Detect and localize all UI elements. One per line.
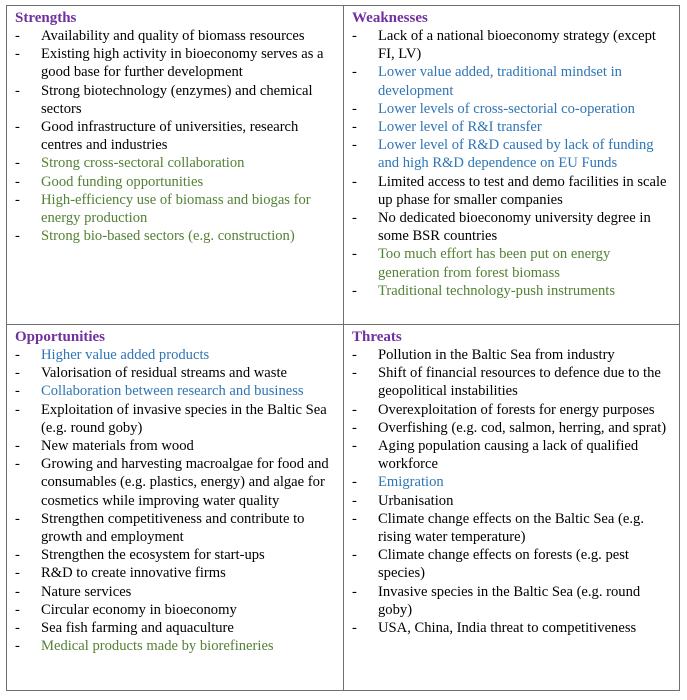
opportunities-item: - New materials from wood: [15, 437, 337, 455]
weaknesses-item: - Limited access to test and demo facilities in scale up phase for smaller companies: [352, 173, 673, 209]
strengths-item: - Existing high activity in bioeconomy serves as a good base for further development: [15, 45, 337, 81]
swot-table: [6, 5, 680, 691]
opportunities-list: [15, 346, 337, 655]
weaknesses-item: - Traditional technology-push instruments: [352, 282, 673, 300]
strengths-item: - Strong cross-sectoral collaboration: [15, 154, 337, 172]
weaknesses-item: - Lower value added, traditional mindset in development: [352, 63, 673, 99]
weaknesses-item: - Lower level of R&D caused by lack of funding and high R&D dependence on EU Funds: [352, 136, 673, 172]
weaknesses-item: - No dedicated bioeconomy university degree in some BSR countries: [352, 209, 673, 245]
opportunities-item: - Exploitation of invasive species in the Baltic Sea (e.g. round goby): [15, 401, 337, 437]
strengths-item: - Good funding opportunities: [15, 173, 337, 191]
threats-heading: Threats: [352, 329, 402, 345]
weaknesses-item: - Lower level of R&I transfer: [352, 118, 673, 136]
opportunities-item: - Nature services: [15, 583, 337, 601]
threats-item: - Overexploitation of forests for energy purposes: [352, 401, 673, 419]
opportunities-item: - Strengthen the ecosystem for start-ups: [15, 546, 337, 564]
strengths-item: - High-efficiency use of biomass and biogas for energy production: [15, 191, 337, 227]
threats-item: - Overfishing (e.g. cod, salmon, herring, and sprat): [352, 419, 673, 437]
threats-list: [352, 346, 673, 637]
opportunities-heading: Opportunities: [15, 329, 106, 345]
weaknesses-item: - Lower levels of cross-sectorial co-operation: [352, 100, 673, 118]
opportunities-item: - Valorisation of residual streams and waste: [15, 364, 337, 382]
threats-item: - Invasive species in the Baltic Sea (e.g. round goby): [352, 583, 673, 619]
strengths-item: - Strong bio-based sectors (e.g. construction): [15, 227, 337, 245]
weaknesses-item: - Too much effort has been put on energy generation from forest biomass: [352, 245, 673, 281]
threats-item: - Urbanisation: [352, 492, 673, 510]
threats-item: - Pollution in the Baltic Sea from industry: [352, 346, 673, 364]
weaknesses-heading: Weaknesses: [352, 10, 428, 26]
opportunities-item: - Sea fish farming and aquaculture: [15, 619, 337, 637]
threats-item: - Climate change effects on forests (e.g. pest species): [352, 546, 673, 582]
threats-cell: [344, 325, 679, 690]
threats-item: - Climate change effects on the Baltic Sea (e.g. rising water temperature): [352, 510, 673, 546]
opportunities-cell: [7, 325, 344, 690]
threats-item: - Aging population causing a lack of qualified workforce: [352, 437, 673, 473]
opportunities-item: - Growing and harvesting macroalgae for food and consumables (e.g. plastics, energy) and algae for cosmetics while improving water quality: [15, 455, 337, 510]
opportunities-item: - Medical products made by biorefineries: [15, 637, 337, 655]
strengths-item: - Availability and quality of biomass resources: [15, 27, 337, 45]
strengths-heading: Strengths: [15, 10, 77, 26]
weaknesses-cell: [344, 6, 679, 325]
opportunities-item: - Higher value added products: [15, 346, 337, 364]
strengths-item: - Good infrastructure of universities, research centres and industries: [15, 118, 337, 154]
opportunities-item: - Strengthen competitiveness and contribute to growth and employment: [15, 510, 337, 546]
weaknesses-list: [352, 27, 673, 300]
threats-item: - USA, China, India threat to competitiveness: [352, 619, 673, 637]
strengths-item: - Strong biotechnology (enzymes) and chemical sectors: [15, 82, 337, 118]
opportunities-item: - Collaboration between research and business: [15, 382, 337, 400]
strengths-cell: [7, 6, 344, 325]
weaknesses-item: - Lack of a national bioeconomy strategy (except FI, LV): [352, 27, 673, 63]
threats-item: - Emigration: [352, 473, 673, 491]
strengths-list: [15, 27, 337, 245]
opportunities-item: - Circular economy in bioeconomy: [15, 601, 337, 619]
opportunities-item: - R&D to create innovative firms: [15, 564, 337, 582]
threats-item: - Shift of financial resources to defence due to the geopolitical instabilities: [352, 364, 673, 400]
